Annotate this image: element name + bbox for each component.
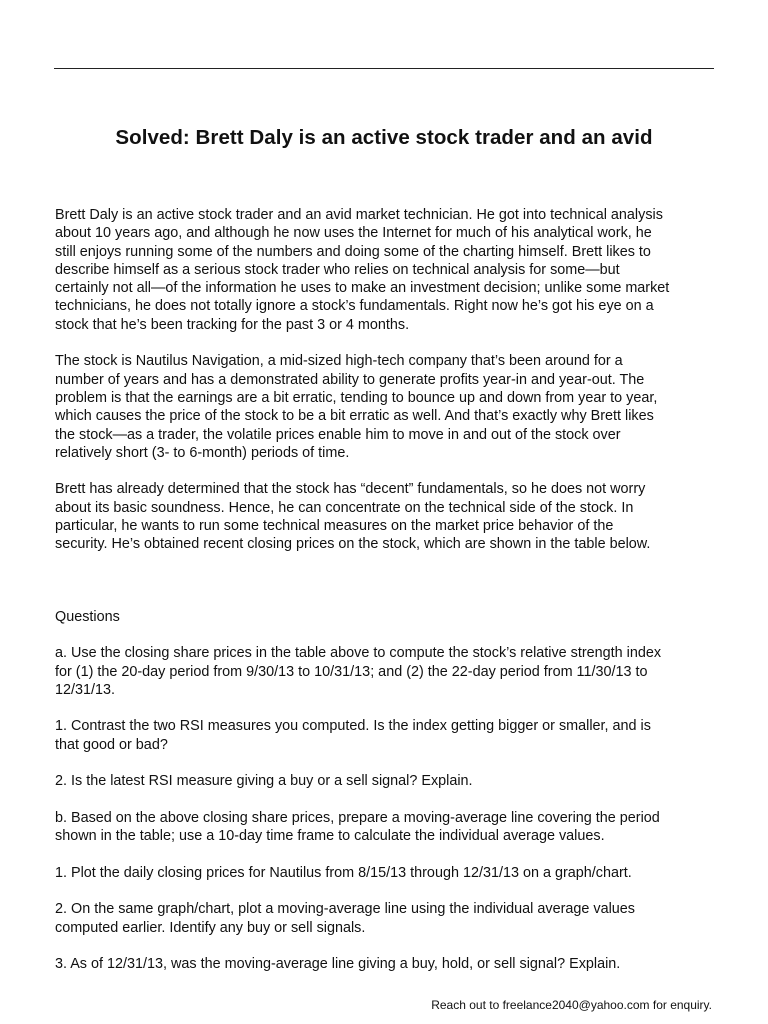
question-b-1: 1. Plot the daily closing prices for Nautilus from 8/15/13 through 12/31/13 on a graph/chart. xyxy=(55,864,632,881)
page-title: Solved: Brett Daly is an active stock trader and an avid xyxy=(115,126,653,149)
question-b-3: 3. As of 12/31/13, was the moving-average line giving a buy, hold, or sell signal? Explain. xyxy=(55,956,621,973)
intro-paragraph-1: Brett Daly is an active stock trader and an avid market technician. He got into technical analysis about 10 years ago, and although he now uses the Internet for much of his analytical work, he still enjoys running some of the numbers and doing some of the charting himself. Brett likes to describe himself as a serious stock trader who relies on technical analysis for some—but certainly not all—of the information he uses to make an investment decision; unlike some market technicians, he does not totally ignore a stock’s fundamentals. Right now he’s got his eye on a stock that he’s been tracking for the past 3 or 4 months. xyxy=(55,207,670,333)
intro-paragraph-2: The stock is Nautilus Navigation, a mid-sized high-tech company that’s been around for a number of years and has a demonstrated ability to generate profits year-in and year-out. The problem is that the earnings are a bit erratic, tending to bounce up and down from year to year, which causes the price of the stock to be a bit erratic as well. And that’s exactly why Brett likes the stock—as a trader, the volatile prices enable him to move in and out of the stock over relatively short (3- to 6-month) periods of time. xyxy=(55,353,658,461)
footer-contact: Reach out to freelance2040@yahoo.com for enquiry. xyxy=(431,998,712,1012)
question-b: b. Based on the above closing share prices, prepare a moving-average line covering the period shown in the table; use a 10-day time frame to calculate the individual average values. xyxy=(55,809,660,845)
questions-heading: Questions xyxy=(55,608,120,625)
question-b-2: 2. On the same graph/chart, plot a moving-average line using the individual average values computed earlier. Identify any buy or sell signals. xyxy=(55,901,635,936)
question-a-1: 1. Contrast the two RSI measures you computed. Is the index getting bigger or smaller, and is that good or bad? xyxy=(55,718,651,753)
question-a: a. Use the closing share prices in the table above to compute the stock’s relative strength index for (1) the 20-day period from 9/30/13 to 10/31/13; and (2) the 22-day period from 11/30/13 to 12/31/13. xyxy=(55,645,662,698)
intro-paragraph-3: Brett has already determined that the stock has “decent” fundamentals, so he does not worry about its basic soundness. Hence, he can concentrate on the technical side of the stock. In particular, he wants to run some technical measures on the market price behavior of the security. He’s obtained recent closing prices on the stock, which are shown in the table below. xyxy=(55,481,651,553)
question-a-2: 2. Is the latest RSI measure giving a buy or a sell signal? Explain. xyxy=(55,773,473,790)
header-divider xyxy=(54,68,714,69)
document-body xyxy=(55,206,719,974)
